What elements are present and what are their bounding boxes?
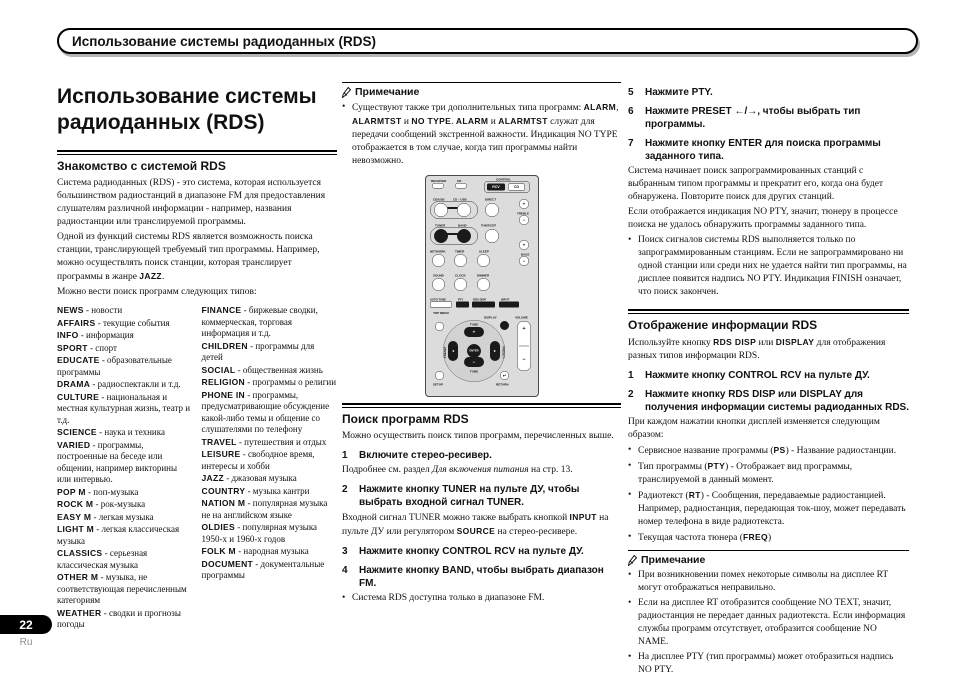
middle-column [342, 82, 621, 607]
genre-code: TRAVEL [201, 436, 237, 447]
intro-paragraph-2: Одной из функций системы RDS является возможность поиска станции, транслирующей требуемый тип программы. Например, можно осуществлять поиск станции, которая транслирует программы в жанре JAZZ. [57, 232, 320, 282]
remote-setup-button [435, 371, 444, 380]
section-rule [342, 403, 621, 408]
section-heading-intro: Знакомство с системой RDS [57, 159, 226, 173]
remote-preset-left-button: ◄ [448, 341, 458, 361]
step-2-body: Входной сигнал TUNER можно также выбрать кнопкой INPUT на пульте ДУ или регулятором SOURCE на стерео-ресивере. [342, 512, 609, 537]
genre-desc: - легкая музыка [91, 511, 154, 522]
genre-code: ROCK M [57, 499, 94, 509]
genre-code: DRAMA [57, 379, 91, 389]
genre-item [57, 305, 193, 317]
page-language: Ru [19, 637, 33, 648]
note-rule [342, 82, 621, 83]
note-heading-2: Примечание [628, 554, 909, 566]
remote-bass-plus-button: + [519, 240, 529, 250]
genre-desc: - свободное время, интересы и хобби [201, 449, 315, 471]
remote-timer-label: TIMER [454, 250, 464, 254]
intro-paragraph-1: Система радиоданных (RDS) - это система, которая используется большинством радиостанций в диапазоне FM для предоставления слушателям различной информации - например, названия радиостанции или транслируемой программы. [57, 178, 326, 227]
display-step-1: 1 Нажмите кнопку CONTROL RCV на пульте ДУ. [628, 370, 870, 381]
remote-direct-label: DIRECT [484, 198, 496, 202]
display-intro: Используйте кнопку RDS DISP или DISPLAY для отображения разных типов информации RDS. [628, 337, 886, 361]
genre-item [57, 572, 193, 607]
genre-item [57, 379, 193, 391]
remote-band-button [457, 229, 471, 243]
remote-tuner-label: TUNER [434, 224, 445, 228]
remote-rds-disp-label: RDS DISP [472, 298, 486, 302]
remote-clock-button [454, 278, 467, 291]
remote-bass-minus-button: − [519, 256, 529, 266]
genre-desc: - образовательные программы [57, 355, 172, 377]
remote-rcv-button: RCV [487, 184, 505, 191]
remote-rds-disp-button [472, 302, 495, 308]
remote-cd-control-button: CD [508, 184, 525, 191]
section-rule [57, 150, 337, 155]
note2-bullet-2: • Если на дисплее RT отобразится сообщение NO TEXT, значит, радиостанция не передает данных радиотекста. Если информация службы программ отсутствует, отобразится сообщение NO NAME. [628, 598, 906, 647]
genre-code: FOLK M [201, 546, 236, 556]
remote-display-label: DISPLAY [483, 316, 497, 320]
genre-item [57, 427, 193, 439]
remote-receiver-power-button [432, 183, 444, 189]
intro-paragraph-3: Можно вести поиск программ следующих типов: [57, 287, 257, 297]
note-heading: Примечание [342, 86, 621, 98]
step-2: 2 Нажмите кнопку TUNER на пульте ДУ, чтобы выбрать входной сигнал TUNER. [342, 484, 580, 508]
remote-sleep-label: SLEEP [478, 250, 489, 254]
note-pen-icon [342, 87, 351, 98]
display-step-2: 2 Нажмите кнопку RDS DISP или DISPLAY для получения информации системы радиоданных RDS. [628, 389, 910, 413]
remote-auto-tune-label: AUTO TUNE [429, 298, 446, 302]
remote-cd-usb-label: CD/USB [432, 198, 445, 202]
genre-code: POP M [57, 486, 86, 497]
remote-receiver-label: RECEIVER [430, 180, 446, 183]
remote-cd-to-usb-label: CD→USB [452, 198, 467, 202]
remote-input-label: INPUT [500, 298, 509, 302]
genre-item [57, 355, 193, 378]
genre-list-right [202, 305, 338, 632]
remote-cd-usb-button [434, 203, 448, 217]
remote-top-menu-button [435, 322, 444, 331]
genre-item [57, 512, 193, 524]
genre-item [202, 390, 338, 436]
remote-figure [342, 175, 621, 397]
display-bullet-ps: • Сервисное название программы (PS) - Название радиостанции. [628, 445, 897, 456]
remote-sound-button [432, 278, 445, 291]
remote-control-label: CONTROL [495, 178, 511, 182]
display-bullet-pty: • Тип программы (PTY) - Отображает вид программы, транслируемой в данный момент. [628, 461, 853, 485]
genre-code: DOCUMENT [201, 558, 254, 569]
genre-code: CULTURE [57, 391, 100, 402]
genre-item [57, 318, 193, 330]
remote-tune-up-label: TUNE [469, 323, 478, 327]
remote-input-button [499, 302, 519, 308]
genre-item [202, 305, 338, 340]
genre-item [202, 341, 338, 364]
remote-cd-to-usb-button [457, 203, 471, 217]
step-7: 7 Нажмите кнопку ENTER для поиска программы заданного типа. [628, 138, 881, 162]
genre-code: CLASSICS [57, 548, 103, 558]
page-title: Использование системы радиоданных (RDS) [57, 85, 317, 134]
genre-desc: - спорт [87, 342, 117, 353]
genre-item [202, 498, 338, 521]
remote-setup-label: SETUP [432, 383, 443, 387]
remote-cd-power-button [455, 183, 467, 189]
header-title: Использование системы радиоданных (RDS) [72, 33, 376, 49]
remote-band-label: BAND [457, 224, 467, 228]
genre-item [57, 548, 193, 571]
note-bullet: • Существуют также три дополнительных типа программ: ALARM, ALARMTST и NO TYPE. ALARM и ALARMTST служат для передачи сообщений экстренной важности. Индикация NO TYPE отображается в том случае, когда тип программы найти невозможно. [342, 102, 619, 166]
genre-code: FINANCE [201, 305, 242, 315]
genre-desc: - музыка, не соответствующая перечисленным категориям [57, 572, 187, 605]
genre-item [57, 440, 193, 486]
genre-desc: - музыка кантри [245, 485, 310, 496]
genre-item [57, 499, 193, 511]
right-column [628, 86, 909, 674]
genre-item [57, 330, 193, 342]
genre-code: AFFAIRS [57, 317, 96, 328]
remote-dimmer-button [477, 278, 490, 291]
genre-desc: - джазовая музыка [223, 473, 297, 483]
search-intro: Можно осуществить поиск типов программ, перечисленных выше. [342, 431, 614, 441]
note2-bullet-1: • При возникновении помех некоторые символы на дисплее RT могут отображаться неправильно. [628, 570, 889, 593]
remote-preset-left-label: PRESET [443, 346, 447, 359]
genre-code: COUNTRY [201, 485, 246, 496]
genre-desc: - программы, предусматривающие обсуждение какой-либо темы и общение со слушателями по телефону [201, 389, 330, 434]
remote-timer-button [454, 254, 467, 267]
genre-code: INFO [57, 330, 79, 340]
genre-desc: - программы для детей [201, 340, 315, 362]
remote-preset-right-button: ► [490, 341, 500, 361]
genre-desc: - рок-музыка [93, 499, 146, 509]
step-1: 1 Включите стерео-ресивер. [342, 450, 492, 461]
genre-item [57, 608, 193, 631]
genre-code: JAZZ [201, 473, 224, 483]
remote-network-button [432, 254, 445, 267]
genre-desc: - текущие события [95, 317, 170, 328]
genre-item [202, 377, 338, 389]
genre-code: SPORT [57, 342, 88, 353]
remote-sleep-button [477, 254, 490, 267]
genre-desc: - программы, построенные на беседе или общении, например викторины или интервью. [57, 439, 178, 484]
remote-tune-down-label: TUNE [469, 370, 478, 374]
genre-code: NATION M [201, 498, 246, 508]
remote-bass-label: BASS [520, 253, 529, 257]
remote-clock-label: CLOCK [454, 274, 466, 278]
genre-item [57, 524, 193, 547]
genre-code: NEWS [57, 305, 84, 315]
genre-desc: - легкая классическая музыка [57, 524, 180, 546]
remote-preset-right-label: PRESET [500, 346, 504, 359]
step-6: 6 Нажмите PRESET ←/→, чтобы выбрать тип программы. [628, 106, 861, 130]
step-1-body: Подробнее см. раздел Для включения питания на стр. 13. [342, 465, 573, 475]
pty-paragraph-2: Если отображается индикация NO PTY, значит, тюнеру в процессе поиска не удалось обнаружить программы заданного типа. [628, 207, 898, 230]
remote-volume-rocker: + − [517, 321, 531, 371]
genre-desc: - национальная и местная культурная жизнь, театр и т.д. [57, 391, 191, 425]
genre-desc: - наука и техника [96, 427, 165, 437]
genre-code: SCIENCE [57, 427, 97, 437]
remote-treble-minus-button: − [519, 215, 529, 225]
genre-code: LEISURE [201, 449, 241, 459]
genre-item [57, 487, 193, 499]
genre-code: SOCIAL [201, 364, 236, 375]
pty-bullet: • Поиск сигналов системы RDS выполняется только по запрограммированным станциям. Если не запрограммировано ни одной станции или среди них не удается найти тип программы, на дисплее появится надпись NO PTY. Индикация FINISH означает, что поиск закончен. [628, 235, 907, 297]
genre-code: OLDIES [201, 522, 235, 532]
remote-return-button: ↵ [500, 371, 509, 380]
genre-desc: - поп-музыка [85, 486, 139, 497]
page-header [57, 28, 918, 54]
genre-item [202, 559, 338, 582]
genre-item [202, 522, 338, 545]
genre-desc: - популярная музыка 1950-х и 1960-х годов [201, 522, 318, 544]
remote-auto-tune-button [430, 302, 452, 308]
step-3: 3 Нажмите кнопку CONTROL RCV на пульте ДУ. [342, 546, 584, 557]
remote-tune-plus-button: + [464, 327, 484, 337]
remote-top-menu-label: TOP MENU [432, 312, 449, 315]
genre-desc: - биржевые сводки, коммерческая, торговая информация и т.д. [201, 305, 318, 338]
genre-item [57, 343, 193, 355]
note2-bullet-3: • На дисплее PTY (тип программы) может отобразиться надпись NO PTY. [628, 652, 894, 674]
genre-desc: - программы о религии [245, 377, 337, 387]
genre-list-left [57, 305, 193, 632]
genre-desc: - серьезная классическая музыка [57, 548, 148, 570]
remote-volume-label: VOLUME [514, 316, 528, 320]
genre-item [57, 392, 193, 427]
genre-desc: - народная музыка [235, 546, 309, 556]
genre-code: VARIED [57, 439, 91, 450]
display-paragraph: При каждом нажатии кнопки дисплей изменяется следующим образом: [628, 417, 880, 440]
genre-desc: - радиоспектакли и т.д. [90, 379, 181, 389]
remote-treble-plus-button: + [519, 199, 529, 209]
remote-pty-button [456, 302, 469, 308]
remote-tuner-button [434, 229, 448, 243]
genre-code: CHILDREN [201, 340, 248, 351]
remote-cd-label: CD [456, 180, 461, 183]
step-4: 4 Нажмите кнопку BAND, чтобы выбрать диапазон FM. [342, 565, 604, 589]
remote-treble-label: TREBLE [516, 212, 529, 216]
page-number-tab: 22 [0, 615, 52, 634]
display-bullet-freq: • Текущая частота тюнера (FREQ) [628, 532, 772, 543]
section-heading-display: Отображение информации RDS [628, 318, 818, 332]
genre-desc: - популярная музыка не на английском языке [201, 498, 328, 520]
remote-sound-label: SOUND [432, 274, 444, 278]
genre-desc: - новости [83, 305, 123, 315]
genre-code: EASY M [57, 511, 92, 522]
remote-tuner-edit-button [485, 229, 499, 243]
section-heading-search: Поиск программ RDS [342, 412, 469, 426]
step-5: 5 Нажмите PTY. [628, 87, 713, 98]
section-rule [628, 309, 909, 314]
step-4-bullet: • Система RDS доступна только в диапазоне FM. [342, 593, 545, 603]
pty-paragraph-1: Система начинает поиск запрограммированных станций с выбранным типом программы и прекратит его, когда она будет обнаружена. Повторите поиск для других станций. [628, 166, 884, 202]
genre-item [202, 449, 338, 472]
remote-enter-button: ENTER [467, 344, 481, 358]
remote-tuner-edit-label: TUNER EDIT [480, 224, 496, 228]
genre-item [202, 473, 338, 485]
genre-code: OTHER M [57, 572, 99, 582]
remote-return-label: RETURN [495, 383, 508, 387]
genre-desc: - путешествия и отдых [236, 436, 327, 447]
note-pen-icon [628, 555, 637, 566]
genre-item [202, 365, 338, 377]
remote-display-button [500, 321, 509, 330]
note-rule [628, 550, 909, 551]
genre-desc: - общественная жизнь [235, 364, 323, 375]
remote-tune-minus-button: − [464, 357, 484, 367]
remote-control [425, 175, 539, 397]
genre-code: RELIGION [201, 377, 245, 387]
genre-desc: - документальные программы [201, 558, 325, 580]
display-bullet-rt: • Радиотекст (RT) - Сообщения, передаваемые радиостанцией. Например, радиостанция, передающая ток-шоу, может передавать номер телефона в виде радиотекста. [628, 490, 906, 527]
left-column [57, 84, 337, 632]
genre-code: EDUCATE [57, 355, 100, 365]
genre-desc: - сводки и прогнозы погоды [57, 607, 181, 629]
remote-dimmer-label: DIMMER [476, 274, 489, 278]
remote-pty-label: PTY [457, 298, 463, 302]
genre-code: WEATHER [57, 607, 102, 618]
remote-network-label: NETWORK [429, 250, 445, 254]
genre-code: PHONE IN [201, 389, 245, 400]
genre-item [202, 546, 338, 558]
remote-direct-button [485, 203, 499, 217]
genre-lists [57, 305, 337, 632]
genre-code: LIGHT M [57, 524, 95, 534]
genre-desc: - информация [78, 330, 134, 340]
genre-item [202, 437, 338, 449]
genre-item [202, 486, 338, 498]
